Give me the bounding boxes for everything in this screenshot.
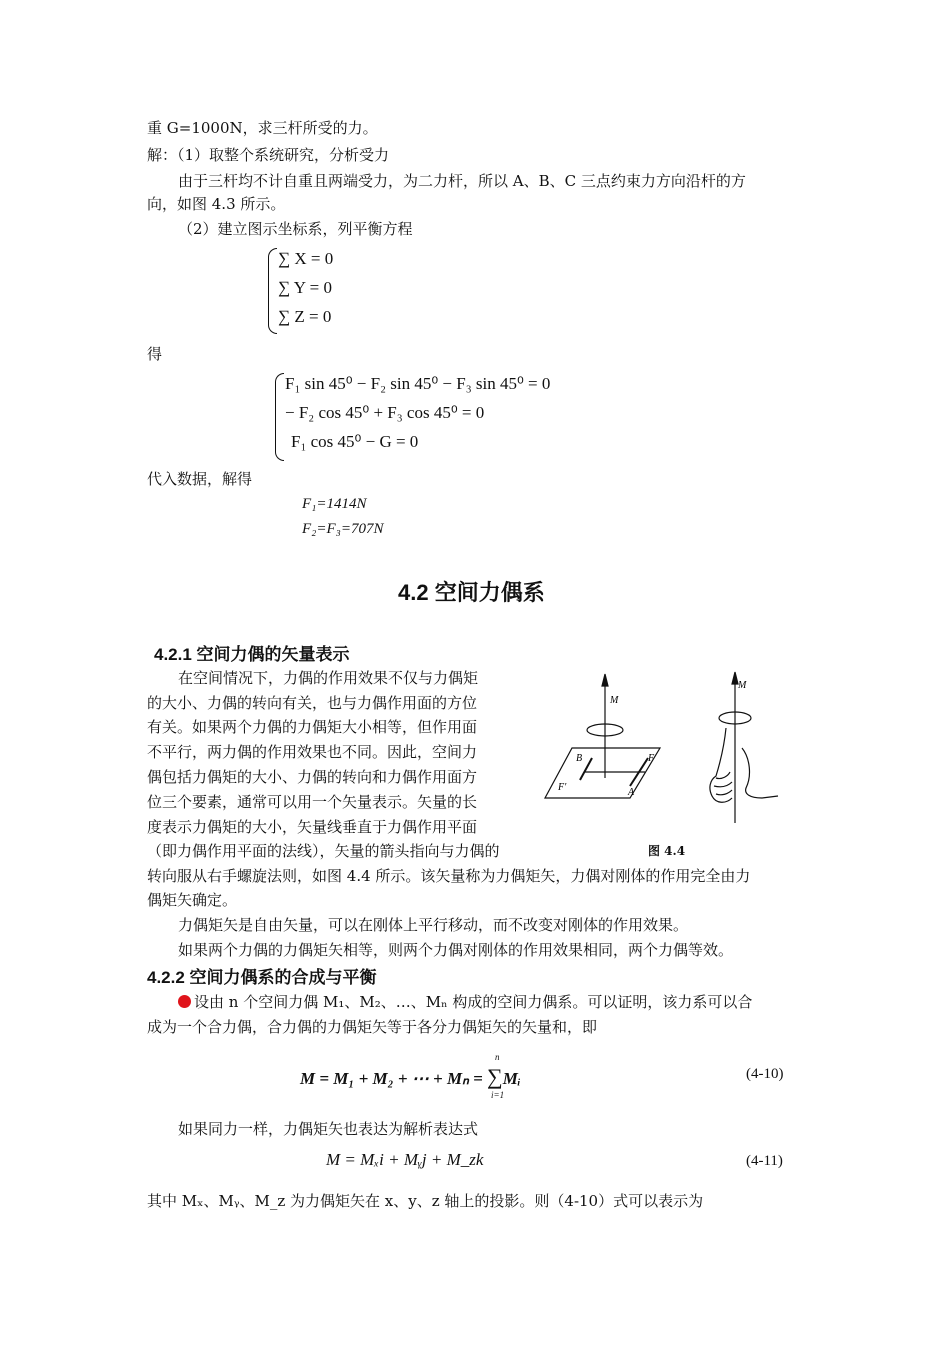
equation-brace bbox=[268, 248, 277, 334]
section-title: 4.2 空间力偶系 bbox=[398, 580, 545, 605]
paragraph-line: 力偶矩矢是自由矢量，可以在刚体上平行移动，而不改变对刚体的作用效果。 bbox=[178, 916, 689, 934]
subsection-title: 4.2.1 空间力偶的矢量表示 bbox=[154, 645, 350, 664]
equation-sum-x: ∑ X = 0 bbox=[278, 249, 334, 268]
equation-sum-z: ∑ Z = 0 bbox=[278, 307, 332, 326]
paragraph-line: 其中 Mₓ、Mᵧ、M_z 为力偶矩矢在 x、y、z 轴上的投影。则（4-10）式可以表示为 bbox=[147, 1192, 704, 1210]
label-a: A bbox=[628, 787, 635, 798]
paragraph-line: 偶包括力偶矩的大小、力偶的转向和力偶作用面方 bbox=[147, 768, 478, 786]
figure-caption: 图 4.4 bbox=[648, 844, 686, 858]
paragraph-line: 位三个要素，通常可以用一个矢量表示。矢量的长 bbox=[147, 793, 478, 811]
equation-sum-y: ∑ Y = 0 bbox=[278, 278, 332, 297]
text-line: 由于三杆均不计自重且两端受力，为二力杆，所以 A、B、C 三点约束力方向沿杆的方 bbox=[178, 172, 746, 190]
text-line: （2）建立图示坐标系，列平衡方程 bbox=[178, 220, 413, 238]
paragraph-line: 不平行，两力偶的作用效果也不同。因此，空间力 bbox=[147, 743, 478, 761]
equation-brace bbox=[275, 373, 284, 461]
result-f2-f3: F₂=F₃=707N bbox=[302, 521, 384, 537]
label-m-right: M bbox=[738, 680, 747, 691]
equation-4-10: M = M₁ + M₂ + ⋯ + Mₙ = ∑ n i=1 Mᵢ bbox=[300, 1052, 521, 1100]
bullet-icon bbox=[178, 995, 191, 1008]
paragraph-line: （即力偶作用平面的法线），矢量的箭头指向与力偶的 bbox=[147, 842, 500, 860]
equation-number: (4-11) bbox=[746, 1153, 783, 1169]
figure-4-4 bbox=[530, 668, 790, 828]
equation-line: F₁ sin 45⁰ − F₂ sin 45⁰ − F₃ sin 45⁰ = 0 bbox=[285, 374, 551, 393]
text-line: 解：（1）取整个系统研究，分析受力 bbox=[147, 146, 390, 164]
label-f: F bbox=[648, 753, 655, 764]
paragraph-line: 转向服从右手螺旋法则，如图 4.4 所示。该矢量称为力偶矩矢，力偶对刚体的作用完全由力 bbox=[147, 867, 751, 885]
equation-line: F₁ cos 45⁰ − G = 0 bbox=[291, 432, 419, 451]
subsection-title: 4.2.2 空间力偶系的合成与平衡 bbox=[147, 968, 377, 987]
equation-4-11: M = Mₓi + Mᵧj + M_zk bbox=[326, 1150, 484, 1169]
text-line: 代入数据，解得 bbox=[147, 470, 253, 488]
result-f1: F₁=1414N bbox=[302, 496, 367, 512]
label-m-left: M bbox=[610, 695, 619, 706]
paragraph-line: 如果两个力偶的力偶矩矢相等，则两个力偶对刚体的作用效果相同，两个力偶等效。 bbox=[178, 941, 734, 959]
equation-number: (4-10) bbox=[746, 1066, 784, 1082]
label-f-prime: F′ bbox=[558, 782, 567, 793]
text-line: 得 bbox=[147, 345, 163, 363]
paragraph-line: 如果同力一样，力偶矩矢也表达为解析表达式 bbox=[178, 1120, 479, 1138]
paragraph-line: 成为一个合力偶，合力偶的力偶矩矢等于各分力偶矩矢的矢量和，即 bbox=[147, 1018, 598, 1036]
paragraph-line: 偶矩矢确定。 bbox=[147, 891, 238, 909]
paragraph-line: 在空间情况下，力偶的作用效果不仅与力偶矩 bbox=[178, 669, 479, 687]
paragraph-line: 度表示力偶矩的大小，矢量线垂直于力偶作用平面 bbox=[147, 818, 478, 836]
equation-line: − F₂ cos 45⁰ + F₃ cos 45⁰ = 0 bbox=[285, 403, 485, 422]
text-line: 重 G=1000N，求三杆所受的力。 bbox=[147, 119, 378, 137]
paragraph-line: 设由 n 个空间力偶 M₁、M₂、…、Mₙ 构成的空间力偶系。可以证明，该力系可以合 bbox=[178, 991, 752, 1013]
paragraph-line: 的大小、力偶的转向有关，也与力偶作用面的方位 bbox=[147, 694, 478, 712]
paragraph-line: 有关。如果两个力偶的力偶矩大小相等，但作用面 bbox=[147, 718, 478, 736]
label-b: B bbox=[576, 753, 583, 764]
text-line: 向，如图 4.3 所示。 bbox=[147, 195, 286, 213]
